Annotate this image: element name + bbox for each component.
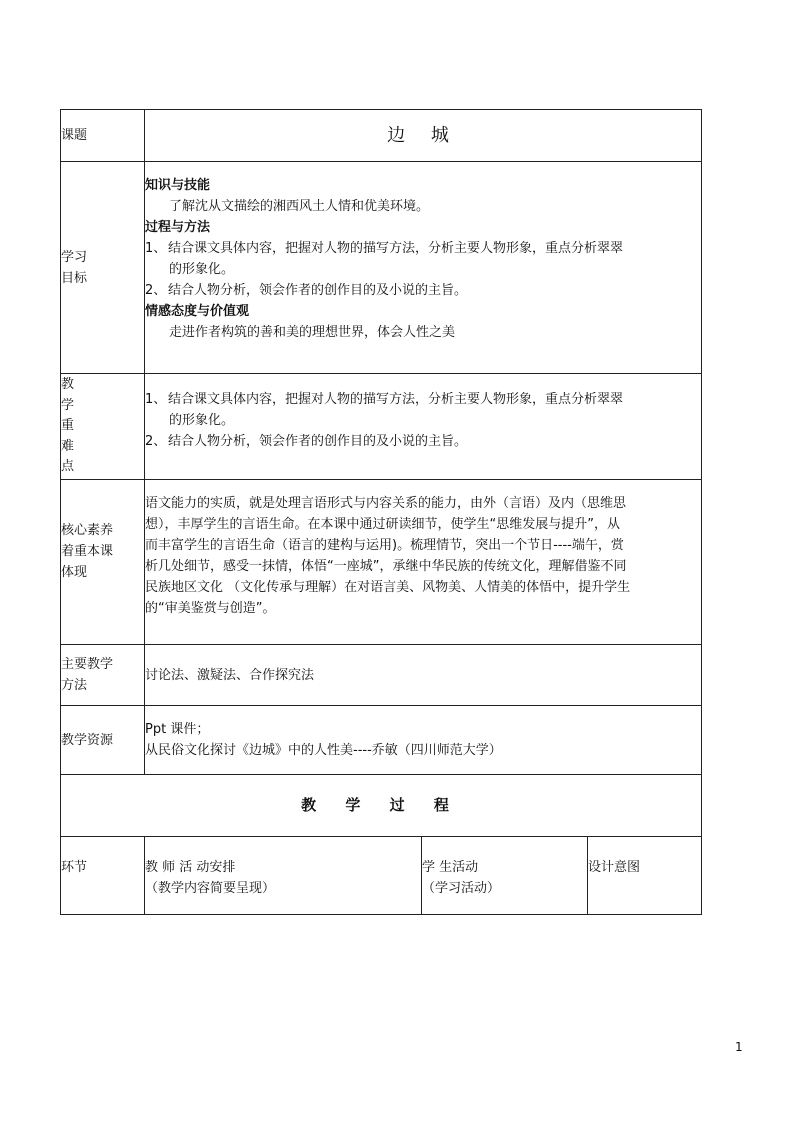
- core-literacy-label-line: 着重本课: [61, 544, 114, 559]
- objectives-label-line: 学习: [61, 249, 88, 265]
- student-activity-line: （学习活动）: [422, 881, 501, 896]
- item-text: 结合课文具体内容，把握对人物的描写方法，分析主要人物形象，重点分析翠翠: [168, 241, 624, 256]
- page-number: 1: [735, 1040, 743, 1054]
- key-points-label-char: 难: [61, 438, 75, 454]
- process-title: 教 学 过 程: [61, 775, 702, 837]
- core-literacy-line: 民族地区文化 （文化传承与理解）在对语言美、风物美、人情美的体悟中，提升学生: [145, 580, 631, 595]
- key-points-row: [61, 374, 702, 480]
- emotion-heading: 情感态度与价值观: [145, 304, 250, 319]
- core-literacy-label: [61, 480, 145, 645]
- core-literacy-line: 而丰富学生的言语生命（语言的建构与运用)。梳理情节，突出一个节日----端午，赏: [145, 538, 624, 553]
- key-points-label: [61, 374, 145, 480]
- core-literacy-line: 析几处细节，感受一抹情，体悟“一座城”，承继中华民族的传统文化，理解借鉴不同: [145, 559, 627, 574]
- teacher-activity-line: （教学内容简要呈现）: [145, 881, 276, 896]
- process-header-row: [61, 837, 702, 915]
- item-text: 结合课文具体内容，把握对人物的描写方法，分析主要人物形象，重点分析翠翠: [168, 392, 624, 407]
- student-activity-line: 学 生活动: [422, 860, 479, 875]
- resources-content: [145, 706, 702, 775]
- methods-row: [61, 645, 702, 706]
- design-intent-header: 设计意图: [588, 837, 702, 915]
- objectives-label-line: 目标: [61, 270, 88, 286]
- key-points-label-char: 学: [61, 397, 75, 413]
- key-points-label-char: 教: [61, 377, 75, 393]
- methods-value: 讨论法、激疑法、合作探究法: [145, 645, 702, 706]
- methods-label-line: 主要教学: [61, 657, 114, 672]
- topic-label: 课题: [61, 110, 145, 162]
- key-point-item: [145, 431, 701, 452]
- objectives-row: [61, 162, 702, 374]
- methods-label: [61, 645, 145, 706]
- core-literacy-line: 语文能力的实质，就是处理言语形式与内容关系的能力，由外（言语）及内（思维思: [145, 496, 627, 511]
- teacher-activity-header: [145, 837, 422, 915]
- core-literacy-label-line: 体现: [61, 565, 88, 580]
- lesson-plan-table: [60, 109, 702, 915]
- item-text: 结合人物分析，领会作者的创作目的及小说的主旨。: [168, 434, 468, 449]
- core-literacy-label-line: 核心素养: [61, 523, 114, 538]
- item-text: 结合人物分析，领会作者的创作目的及小说的主旨。: [168, 283, 468, 298]
- resources-label: 教学资源: [61, 706, 145, 775]
- emotion-text: 走进作者构筑的善和美的理想世界，体会人性之美: [169, 325, 456, 340]
- knowledge-text: 了解沈从文描绘的湘西风土人情和优美环境。: [169, 199, 430, 214]
- core-literacy-line: 的“审美鉴赏与创造”。: [145, 601, 276, 616]
- teacher-activity-line: 教 师 活 动安排: [145, 860, 236, 875]
- student-activity-header: [422, 837, 588, 915]
- process-method-item: [145, 238, 701, 259]
- process-method-item: [145, 280, 701, 301]
- key-points-label-char: 重: [61, 418, 75, 434]
- objectives-content: [145, 162, 702, 374]
- key-points-content: [145, 374, 702, 480]
- key-points-label-char: 点: [61, 459, 75, 475]
- methods-label-line: 方法: [61, 678, 88, 693]
- item-text-continued: 的形象化。: [169, 262, 235, 277]
- key-point-item: [145, 389, 701, 410]
- core-literacy-line: 想），丰厚学生的言语生命。在本课中通过研读细节，使学生“思维发展与提升”，从: [145, 517, 620, 532]
- topic-title: 边 城: [145, 110, 702, 162]
- knowledge-heading: 知识与技能: [145, 178, 211, 193]
- stage-header: 环节: [61, 837, 145, 915]
- resource-line: 从民俗文化探讨《边城》中的人性美----乔敏（四川师范大学）: [145, 743, 502, 758]
- topic-row: [61, 110, 702, 162]
- item-number: 2、: [145, 434, 167, 449]
- item-number: 1、: [145, 392, 167, 407]
- process-method-heading: 过程与方法: [145, 220, 211, 235]
- item-number: 2、: [145, 283, 167, 298]
- core-literacy-content: [145, 480, 702, 645]
- objectives-label: [61, 162, 145, 374]
- core-literacy-row: [61, 480, 702, 645]
- item-text-continued: 的形象化。: [169, 413, 235, 428]
- process-title-row: [61, 775, 702, 837]
- resources-row: [61, 706, 702, 775]
- item-number: 1、: [145, 241, 167, 256]
- resource-line: Ppt 课件；: [145, 722, 210, 737]
